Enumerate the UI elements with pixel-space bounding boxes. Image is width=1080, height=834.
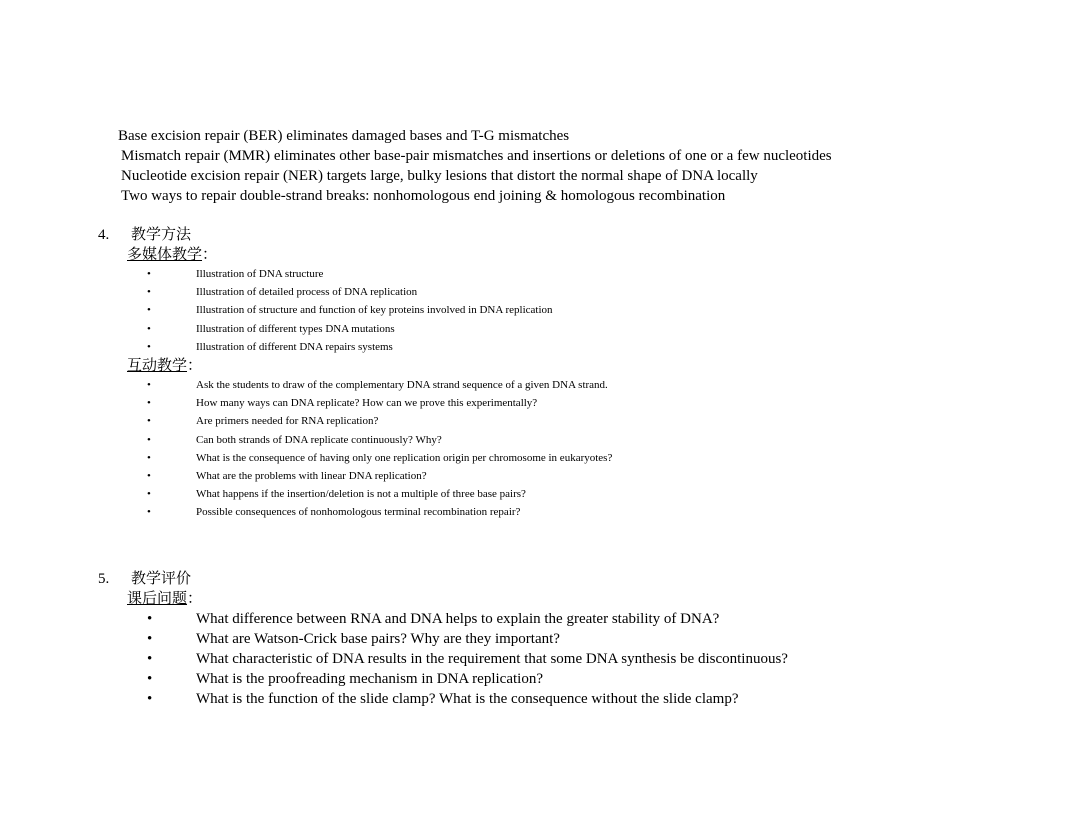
homework-question-list	[98, 609, 788, 709]
section-heading	[98, 569, 788, 589]
multimedia-list	[98, 265, 612, 356]
subheading-colon: ：	[187, 591, 203, 607]
subheading-colon: ：	[187, 358, 203, 375]
list-item	[98, 283, 612, 301]
list-item	[98, 467, 612, 485]
list-item-text: What happens if the insertion/deletion is not a multiple of three base pairs?	[196, 488, 526, 501]
bullet-icon: •	[147, 488, 151, 501]
subheading-label: 互动教学	[127, 358, 188, 375]
list-item-text: What difference between RNA and DNA helps to explain the greater stability of DNA?	[196, 611, 720, 627]
subheading-multimedia	[127, 245, 612, 265]
summary-line: Mismatch repair (MMR) eliminates other base-pair mismatches and insertions or deletions of one or a few nucleotides	[121, 148, 832, 164]
list-item	[98, 412, 612, 430]
list-item-text: Are primers needed for RNA replication?	[196, 415, 379, 428]
list-item-text: How many ways can DNA replicate? How can we prove this experimentally?	[196, 397, 538, 410]
bullet-icon: •	[147, 397, 151, 410]
list-item	[98, 629, 788, 649]
section-teaching-evaluation	[98, 569, 788, 709]
bullet-icon: •	[147, 631, 153, 647]
list-item	[98, 669, 788, 689]
list-item	[98, 649, 788, 669]
bullet-icon: •	[147, 651, 153, 667]
subheading-colon: ：	[202, 247, 218, 263]
list-item-text: Can both strands of DNA replicate continuously? Why?	[196, 433, 442, 446]
summary-line: Two ways to repair double-strand breaks: nonhomologous end joining & homologous recombination	[121, 188, 726, 204]
bullet-icon: •	[147, 379, 151, 392]
bullet-icon: •	[147, 286, 151, 299]
list-item-text: What is the function of the slide clamp? What is the consequence without the slide clamp?	[196, 691, 739, 707]
list-item	[98, 301, 612, 319]
list-item	[98, 320, 612, 338]
bullet-icon: •	[147, 451, 151, 464]
section-teaching-methods	[98, 225, 612, 522]
list-item-text: What is the consequence of having only one replication origin per chromosome in eukaryotes?	[196, 451, 613, 464]
list-item	[98, 431, 612, 449]
list-item-text: Illustration of detailed process of DNA replication	[196, 286, 418, 299]
list-item	[98, 609, 788, 629]
list-item-text: What are the problems with linear DNA replication?	[196, 470, 427, 483]
bullet-icon: •	[147, 506, 151, 519]
list-item	[98, 503, 612, 521]
bullet-icon: •	[147, 415, 151, 428]
list-item-text: What are Watson-Crick base pairs? Why are they important?	[196, 631, 560, 647]
list-item-text: Illustration of different DNA repairs systems	[196, 340, 393, 353]
interactive-list	[98, 376, 612, 522]
section-heading	[98, 225, 612, 245]
summary-line: Nucleotide excision repair (NER) targets large, bulky lesions that distort the normal shape of DNA locally	[121, 168, 758, 184]
list-item	[98, 394, 612, 412]
section-title: 教学评价	[131, 571, 192, 587]
list-item-text: Illustration of structure and function of key proteins involved in DNA replication	[196, 304, 553, 317]
list-item	[98, 338, 612, 356]
bullet-icon: •	[147, 691, 153, 707]
bullet-icon: •	[147, 268, 151, 280]
repair-summary	[118, 126, 832, 206]
bullet-icon: •	[147, 304, 151, 317]
list-item-text: What characteristic of DNA results in the requirement that some DNA synthesis be discontinuous?	[196, 651, 788, 667]
subheading-homework-questions	[127, 589, 788, 609]
summary-line: Base excision repair (BER) eliminates damaged bases and T-G mismatches	[118, 128, 570, 144]
list-item	[98, 265, 612, 283]
bullet-icon: •	[147, 470, 151, 483]
bullet-icon: •	[147, 340, 151, 353]
list-item	[98, 689, 788, 709]
bullet-icon: •	[147, 322, 151, 335]
list-item	[98, 449, 612, 467]
list-item-text: Illustration of DNA structure	[196, 268, 324, 280]
bullet-icon: •	[147, 671, 153, 687]
list-item-text: Possible consequences of nonhomologous terminal recombination repair?	[196, 506, 521, 519]
list-item-text: Illustration of different types DNA mutations	[196, 322, 395, 335]
section-number: 4.	[98, 227, 110, 243]
subheading-interactive	[127, 356, 612, 376]
list-item-text: What is the proofreading mechanism in DNA replication?	[196, 671, 543, 687]
bullet-icon: •	[147, 433, 151, 446]
subheading-label: 多媒体教学	[127, 247, 203, 263]
list-item	[98, 376, 612, 394]
list-item-text: Ask the students to draw of the complementary DNA strand sequence of a given DNA strand.	[196, 379, 608, 392]
subheading-label: 课后问题	[127, 591, 188, 607]
section-title: 教学方法	[131, 227, 192, 243]
bullet-icon: •	[147, 611, 153, 627]
section-number: 5.	[98, 571, 110, 587]
list-item	[98, 485, 612, 503]
